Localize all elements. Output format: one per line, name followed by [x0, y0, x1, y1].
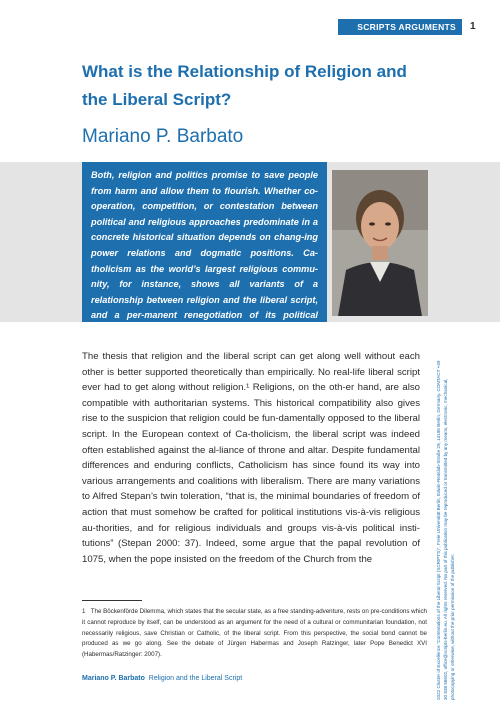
author-name: Mariano P. Barbato	[82, 126, 244, 147]
abstract-box	[82, 162, 327, 336]
page-number: 1	[470, 21, 476, 32]
footnote-number: 1	[82, 608, 86, 615]
abstract-text: Both, religion and politics promise to save people from harm and allow them to flourish. Whether co-operation, competition, or contestation between political and religious approaches predominate in a concrete historical situation depends on chang-ing power relations and dogmatic positions. Ca-tholicism as the world’s largest religious commu-nity, for instance, shows all variants of a relationship between religion and the liberal script, and a per-manent renegotiation of its political positions.	[91, 170, 318, 336]
body-text: The thesis that religion and the liberal script can get along well without each other is better supported theoretically than empirically. No real-life liberal script ever had to get along without religion.¹ Religions, on the oth-er hand, are also compatible with authoritarian systems. This historical compatibility also gives rise to the suspicion that religion could be fun-damentally opposed to the liberal script. In the European context of Ca-tholicism, the liberal script was indeed often established against the al-liance of throne and altar. Despite fundamental differences and enduring conflicts, Catholicism has since found its way into various arrangements and coalitions with liberalism. There are many variations to Alfred Stepan’s twin toleration, “that is, the minimal boundaries of freedom of action that must somehow be crafted for political institutions vis-à-vis religious au-thorities, and for religious individuals and groups vis-à-vis political insti-tutions” (Stepan 2000: 37). Indeed, some argue that the papal revolution of 1075, when the pope insisted on the freedom of the Church from the	[82, 351, 420, 565]
copyright-sidebar: 2022 Cluster of Excellence "Contestations of the Liberal Script (SCRIPTS)", Freie Universität Berlin, Edwin-Redslob-Straße 29, 14195 Berlin, Germany. CONTACT +49 30 838 58502, office@scripts-berlin.eu. All rights reserved. No part of this publication may be reproduced or transmitted by any means, electronic, mechanical, photocopying or otherwise, without the prior permission of the publisher.	[436, 360, 455, 700]
footnote-text: The Böckenförde Dilemma, which states that the secular state, as a free standing-adventure, rests on pre-conditions which it cannot reproduce by itself, can be understood as an argument for the need of a cultural or communitarian foundation, not necessarily religious, save Christian or Catholic, of the liberal script. From this perspective, the social bond cannot be produced as we go along. See the debate of Jürgen Habermas and Joseph Ratzinger, later Pope Benedict XVI (Habermas/Ratzinger: 2007).	[82, 608, 427, 659]
page-footer	[82, 675, 242, 682]
page-title: What is the Relationship of Religion and the Liberal Script?	[82, 62, 407, 109]
footer-author: Mariano P. Barbato	[82, 675, 145, 682]
footnote-divider	[82, 600, 142, 601]
author-portrait	[332, 170, 428, 316]
footer-title: Religion and the Liberal Script	[148, 675, 243, 682]
footnote	[82, 607, 427, 661]
section-header: SCRIPTS ARGUMENTS	[338, 19, 462, 35]
